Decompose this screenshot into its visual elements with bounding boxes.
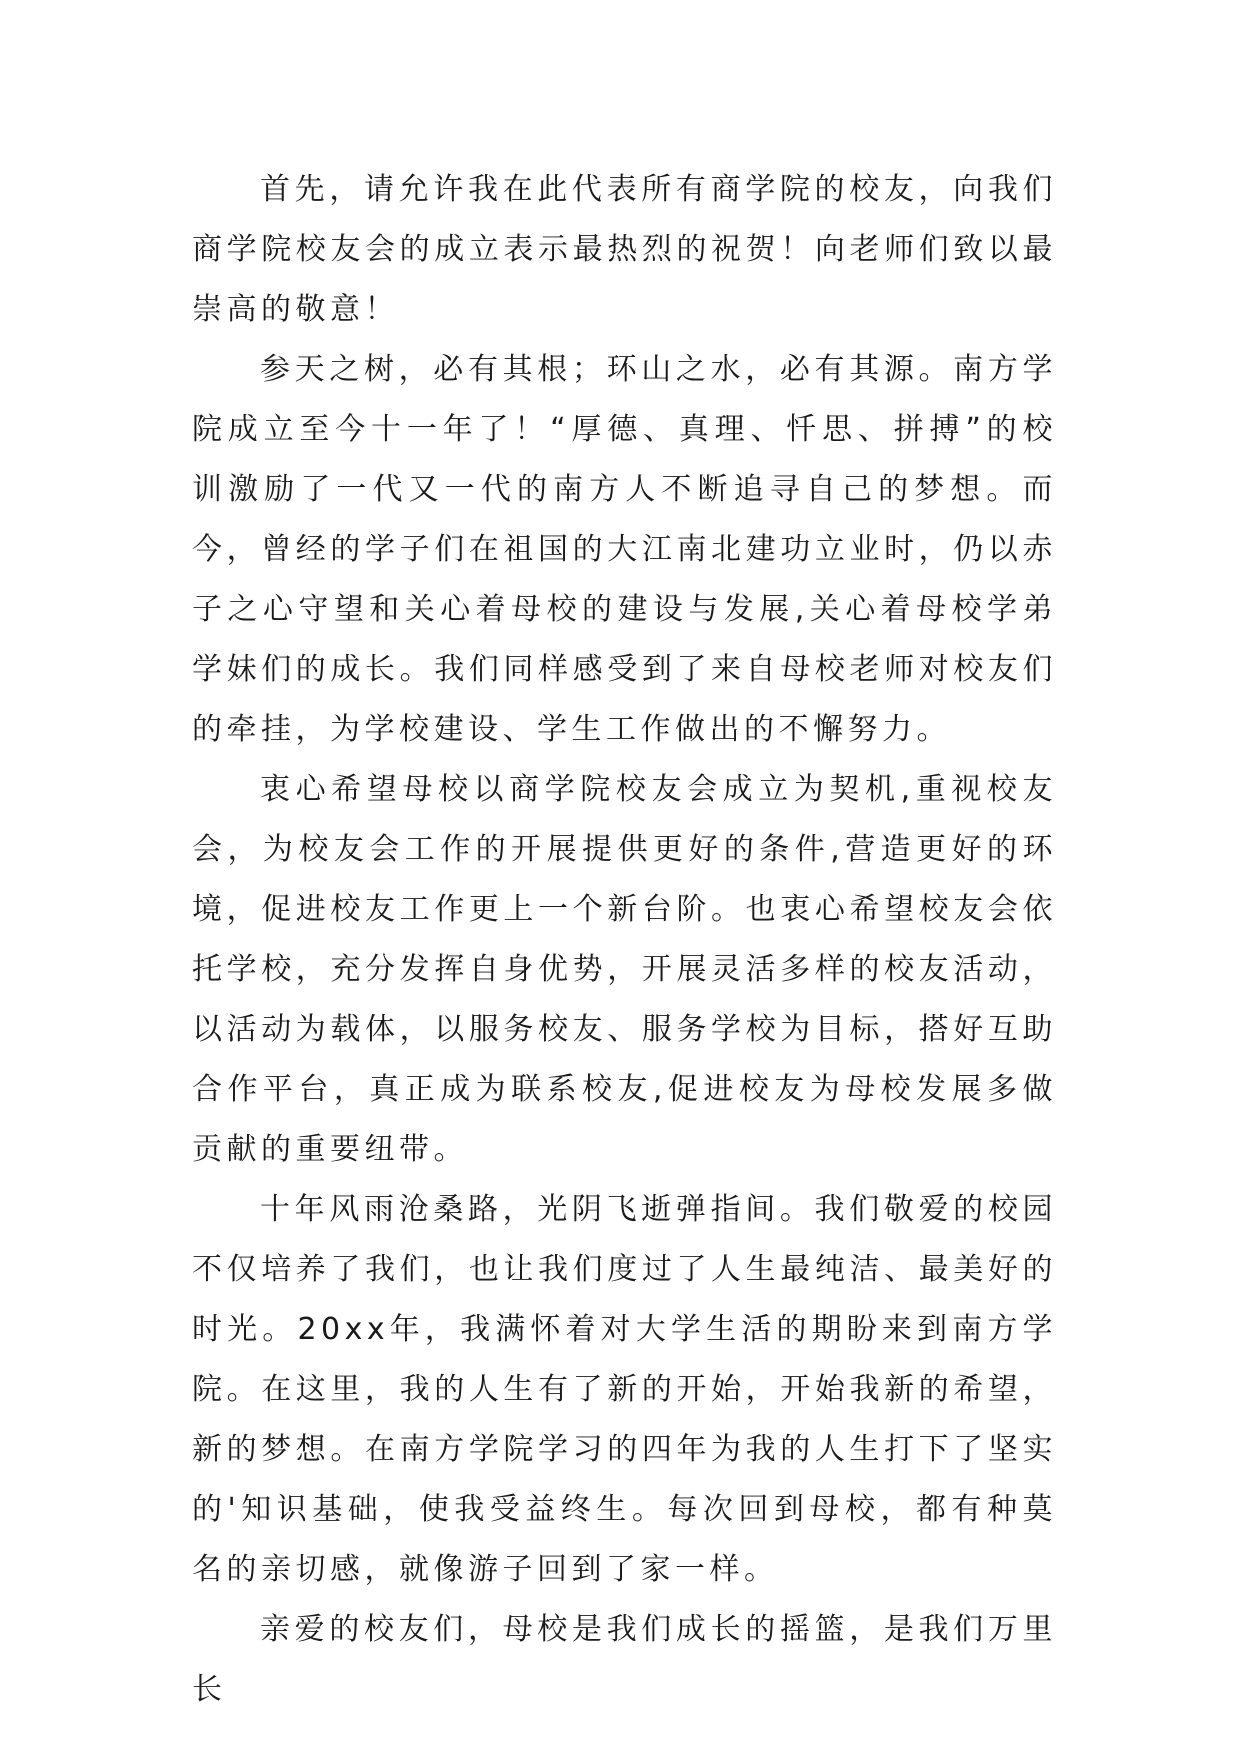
paragraph-closing: 亲爱的校友们，母校是我们成长的摇篮，是我们万里长 [192, 1612, 1057, 1707]
paragraph-school-history: 参天之树，必有其根；环山之水，必有其源。南方学院成立至今十一年了！“厚德、真理、忏思、拼搏”的校训激励了一代又一代的南方人不断追寻自己的梦想。而今，曾经的学子们在祖国的大江南北建功立业时，仍以赤子之心守望和关心着母校的建设与发展,关心着母校学弟学妹们的成长。我们同样感受到了来自母校老师对校友们的牵挂，为学校建设、学生工作做出的不懈努力。 [192, 352, 1057, 747]
document-body [192, 160, 1057, 1720]
paragraph-greeting: 首先，请允许我在此代表所有商学院的校友，向我们商学院校友会的成立表示最热烈的祝贺！向老师们致以最崇高的敬意！ [192, 172, 1057, 327]
paragraph-hopes: 衷心希望母校以商学院校友会成立为契机,重视校友会，为校友会工作的开展提供更好的条件,营造更好的环境，促进校友工作更上一个新台阶。也衷心希望校友会依托学校，充分发挥自身优势，开展灵活多样的校友活动，以活动为载体，以服务校友、服务学校为目标，搭好互助合作平台，真正成为联系校友,促进校友为母校发展多做贡献的重要纽带。 [192, 772, 1057, 1167]
paragraph-memories: 十年风雨沧桑路，光阴飞逝弹指间。我们敬爱的校园不仅培养了我们，也让我们度过了人生最纯洁、最美好的时光。20xx年，我满怀着对大学生活的期盼来到南方学院。在这里，我的人生有了新的开始，开始我新的希望，新的梦想。在南方学院学习的四年为我的人生打下了坚实的'知识基础，使我受益终生。每次回到母校，都有种莫名的亲切感，就像游子回到了家一样。 [192, 1192, 1057, 1587]
